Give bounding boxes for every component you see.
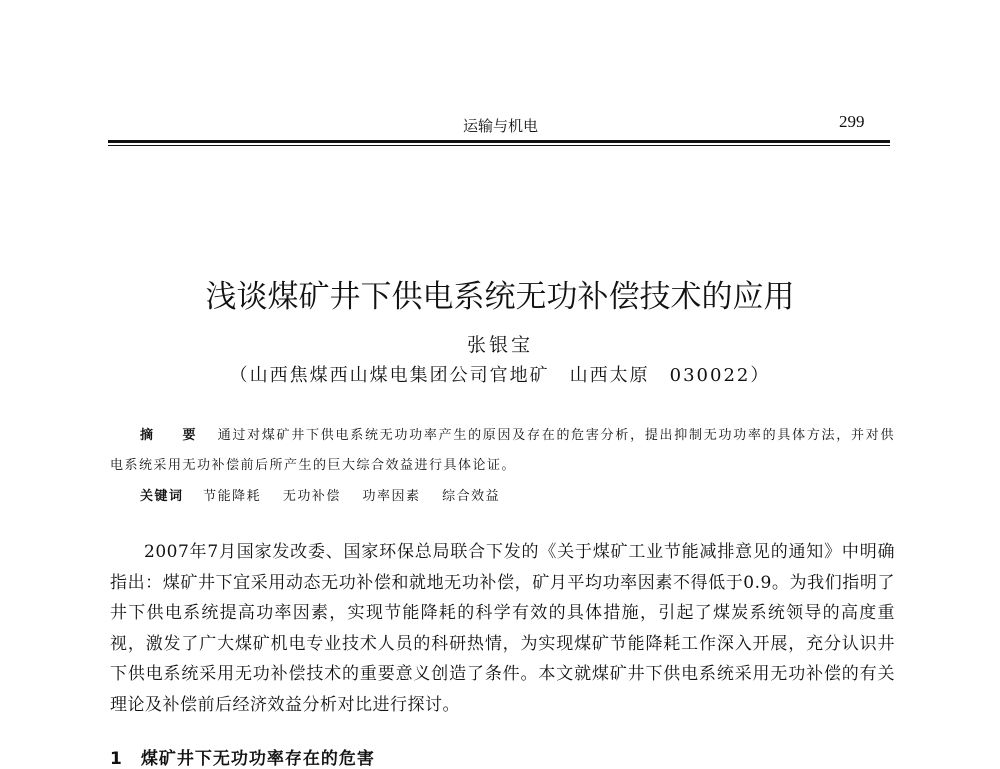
header-section-title: 运输与机电 bbox=[463, 117, 539, 135]
header-rule-thick bbox=[108, 140, 890, 143]
section-heading: 1 煤矿井下无功功率存在的危害 bbox=[110, 749, 375, 769]
keyword: 综合效益 bbox=[442, 489, 501, 504]
keyword: 功率因素 bbox=[362, 489, 421, 504]
keywords bbox=[140, 485, 516, 504]
keyword: 节能降耗 bbox=[203, 489, 262, 504]
author-affiliation: （山西焦煤西山煤电集团公司官地矿 山西太原 030022） bbox=[229, 365, 771, 386]
header-rule-thin bbox=[108, 145, 890, 146]
abstract-label: 摘 要 bbox=[140, 428, 204, 443]
keywords-label: 关键词 bbox=[140, 489, 184, 504]
abstract-text: 通过对煤矿井下供电系统无功功率产生的原因及存在的危害分析，提出抑制无功功率的具体方法，并对供电系统采用无功补偿前后所产生的巨大综合效益进行具体论证。 bbox=[110, 428, 895, 473]
page-number: 299 bbox=[839, 112, 865, 131]
abstract bbox=[110, 421, 895, 481]
article-title: 浅谈煤矿井下供电系统无功补偿技术的应用 bbox=[205, 278, 795, 315]
author-name: 张银宝 bbox=[466, 334, 533, 356]
keyword: 无功补偿 bbox=[282, 489, 341, 504]
body-paragraph: 2007年7月国家发改委、国家环保总局联合下发的《关于煤矿工业节能减排意见的通知》中明确指出：煤矿井下宜采用动态无功补偿和就地无功补偿，矿月平均功率因素不得低于0.9。为我们指明了井下供电系统提高功率因素，实现节能降耗的科学有效的具体措施，引起了煤炭系统领导的高度重视，激发了广大煤矿机电专业技术人员的科研热情，为实现煤矿节能降耗工作深入开展，充分认识井下供电系统采用无功补偿技术的重要意义创造了条件。本文就煤矿井下供电系统采用无功补偿的有关理论及补偿前后经济效益分析对比进行探讨。 bbox=[110, 542, 895, 715]
